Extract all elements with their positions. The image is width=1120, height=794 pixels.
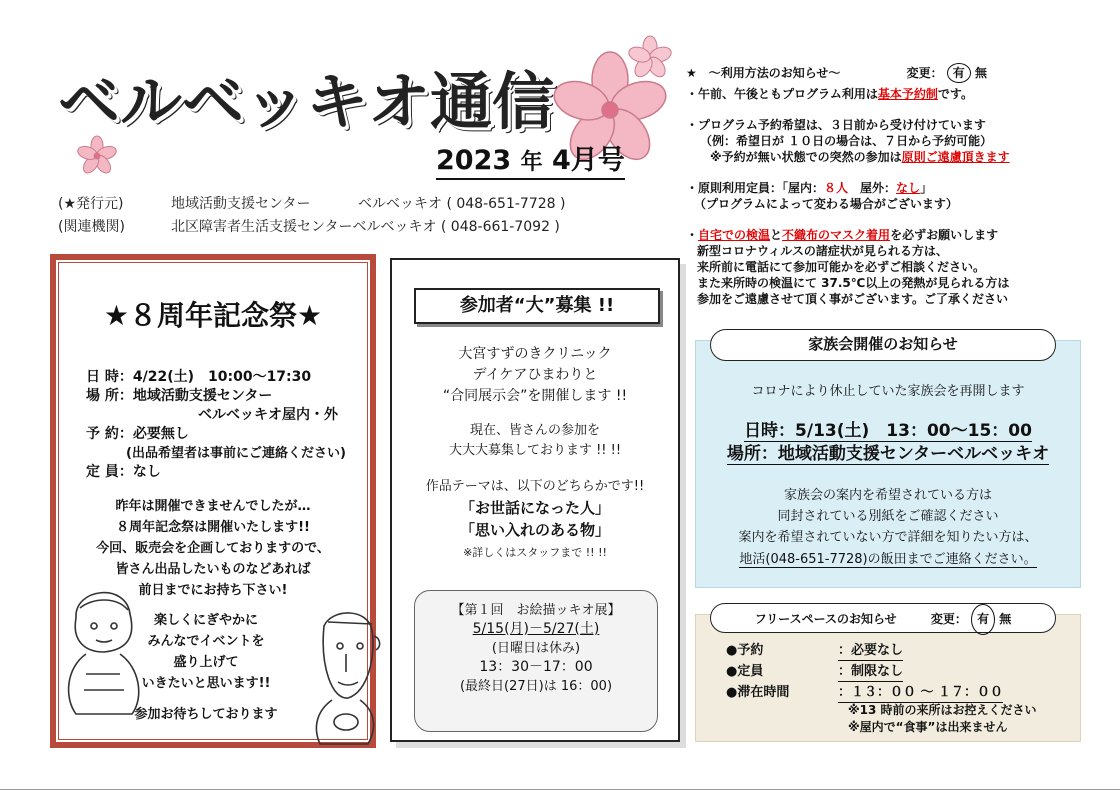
anniversary-date: 日 時：4/22(土) 10:00～17:30 xyxy=(86,369,312,385)
recruit-text-6: 作品テーマは、以下のどちらかです!! xyxy=(425,479,645,494)
free-reserve-label: ●予約 xyxy=(726,643,764,658)
anniversary-msg-2: ８周年記念祭は開催いたします!! xyxy=(116,520,310,535)
recruitment-box xyxy=(390,258,680,742)
publisher-name: 地域活動支援センター xyxy=(171,196,311,212)
family-text-4: 家族会の案内を希望されている方は xyxy=(783,488,992,503)
anniversary-msg-3: 今回、販売会を企画しておりますので、 xyxy=(96,541,330,556)
usage-line-2: ・プログラム予約希望は、３日前から受け付けています xyxy=(686,118,986,132)
newsletter-title: ベルベッキオ通信 xyxy=(58,65,555,138)
free-change-yes: 有 xyxy=(971,604,995,635)
free-hours-label: ●滞在時間 xyxy=(726,685,790,700)
usage-change-label: 変更： xyxy=(906,66,943,80)
recruit-note: ※詳しくはスタッフまで !! !! xyxy=(463,546,607,559)
anniversary-title: ★８周年記念祭★ xyxy=(103,299,323,332)
recruit-theme-2: 「思い入れのある物」 xyxy=(459,521,610,539)
family-meeting-heading: 家族会開催のお知らせ xyxy=(710,329,1056,361)
family-place-wrap xyxy=(696,442,1080,466)
recruit-text-4: 現在、皆さんの参加を xyxy=(469,423,600,438)
publisher-tel: ベルベッキオ ( 048-651-7728 ) xyxy=(358,196,566,212)
anniversary-msg-8: 盛り上げて xyxy=(173,655,239,670)
issue-year: 2023 xyxy=(436,145,512,176)
girl-character-illustration xyxy=(56,578,152,718)
free-change-label: 変更： xyxy=(930,612,967,626)
page-bottom-divider xyxy=(0,789,1120,790)
free-change-no: 無 xyxy=(999,612,1012,626)
anniversary-capacity: 定 員：なし xyxy=(86,464,161,480)
related-label: (関連機関) xyxy=(58,219,125,235)
usage-line-11: 参加をご遠慮させて頂く事がございます。ご了承ください xyxy=(697,292,1009,306)
free-hours-value: ：１３：００ ～ １７：００ xyxy=(838,683,1003,703)
family-text-5: 同封されている別紙をご確認ください xyxy=(777,509,999,524)
usage-line-10: また来所時の検温にて 37.5℃以上の発熱が見られる方は xyxy=(697,276,1010,290)
recruitment-title: 参加者“大”募集 !! xyxy=(414,288,660,324)
usage-change-no: 無 xyxy=(975,66,988,80)
free-reserve-value: ：必要なし xyxy=(838,641,903,661)
usage-line-8: 新型コロナウィルスの諸症状が見られる方は、 xyxy=(697,244,948,258)
exhibition-dates: 5/15(月)－5/27(土) xyxy=(472,621,600,637)
anniversary-msg-10: 参加お待ちしております xyxy=(134,707,278,722)
anniversary-msg-9: いきたいと思います!! xyxy=(141,676,271,691)
usage-heading-text: ★ ～利用方法のお知らせ～ xyxy=(686,66,841,80)
anniversary-place: 場 所：地域活動支援センター xyxy=(86,388,273,404)
anniversary-msg-6: 楽しくにぎやかに xyxy=(153,613,258,628)
family-text-1: コロナにより休止していた家族会を再開します xyxy=(751,384,1025,399)
free-space-heading-text: フリースペースのお知らせ xyxy=(754,612,897,626)
family-date-wrap xyxy=(696,419,1080,443)
related-org: 北区障害者生活支援センターベルベッキオ ( 048-661-7092 ) xyxy=(171,219,560,235)
free-capacity-value: ：制限なし xyxy=(838,662,903,682)
usage-line-3: （例：希望日が １０日の場合は、７日から予約可能） xyxy=(700,134,993,148)
anniversary-place-detail: ベルベッキオ屋内・外 xyxy=(198,407,338,423)
issue-year-suffix: 年 xyxy=(520,150,543,175)
family-contact: 地活(048-651-7728)の飯田までご連絡ください。 xyxy=(739,552,1037,567)
usage-line-6: （プログラムによって変わる場合がございます） xyxy=(694,197,958,211)
recruit-text-1: 大宮すずのきクリニック xyxy=(458,346,612,362)
family-meeting-box xyxy=(695,335,1081,588)
family-place: 場所：地域活動支援センターベルベッキオ xyxy=(726,444,1050,464)
anniversary-msg-5: 前日までにお持ち下さい! xyxy=(138,583,288,598)
usage-line-9: 来所前に電話にて参加可能かを必ずご相談ください。 xyxy=(697,260,986,274)
usage-line-5: ・原則利用定員：「屋内：８人 屋外：なし」 xyxy=(686,181,933,195)
usage-line-1: ・午前、午後ともプログラム利用は基本予約制です。 xyxy=(686,87,973,101)
exhibition-box xyxy=(414,590,658,732)
anniversary-msg-1: 昨年は開催できませんでしたが… xyxy=(115,499,311,514)
usage-line-7: ・自宅での検温と不織布のマスク着用を必ずお願いします xyxy=(686,228,999,242)
recruit-text-3: “合同展示会”を開催します !! xyxy=(442,388,628,404)
anniversary-msg-7: みんなでイベントを xyxy=(147,634,265,649)
free-space-box xyxy=(695,614,1081,742)
free-capacity-label: ●定員 xyxy=(726,664,764,679)
family-text-6: 案内を希望されていない方で詳細を知りたい方は、 xyxy=(738,530,1038,545)
anniversary-msg-4: 皆さん出品したいものなどあれば xyxy=(115,562,311,577)
publisher-label: (★発行元) xyxy=(58,196,124,212)
anniversary-reserve-note: (出品希望者は事前にご連絡ください) xyxy=(126,446,346,461)
man-character-illustration xyxy=(302,606,386,752)
recruit-text-2: デイケアひまわりと xyxy=(472,367,598,383)
free-note-1: ※13 時前の来所はお控えください xyxy=(848,703,1037,717)
issue-month: 4月号 xyxy=(551,145,625,176)
free-note-2: ※屋内で“食事”は出来ません xyxy=(848,720,1008,734)
exhibition-closed: (日曜日は休み) xyxy=(491,641,581,656)
usage-line-4: ※予約が無い状態での突然の参加は原則ご遠慮頂きます xyxy=(710,150,1010,164)
issue-date xyxy=(436,146,625,180)
family-contact-wrap xyxy=(696,549,1080,570)
anniversary-reserve: 予 約：必要無し xyxy=(86,426,189,442)
usage-change-yes: 有 xyxy=(947,63,971,83)
family-date: 日時：5/13(土) 13：00～15：00 xyxy=(744,421,1032,441)
usage-heading xyxy=(686,63,987,83)
recruit-text-5: 大大大募集しております !! !! xyxy=(448,443,622,458)
exhibition-title: 【第１回 お絵描ッキオ展】 xyxy=(451,603,621,618)
free-space-heading xyxy=(710,603,1056,633)
recruit-theme-1: 「お世話になった人」 xyxy=(459,499,610,517)
exhibition-hours: 13：30－17：00 xyxy=(479,659,593,675)
exhibition-last-day: (最終日(27日)は 16：00) xyxy=(459,679,613,694)
